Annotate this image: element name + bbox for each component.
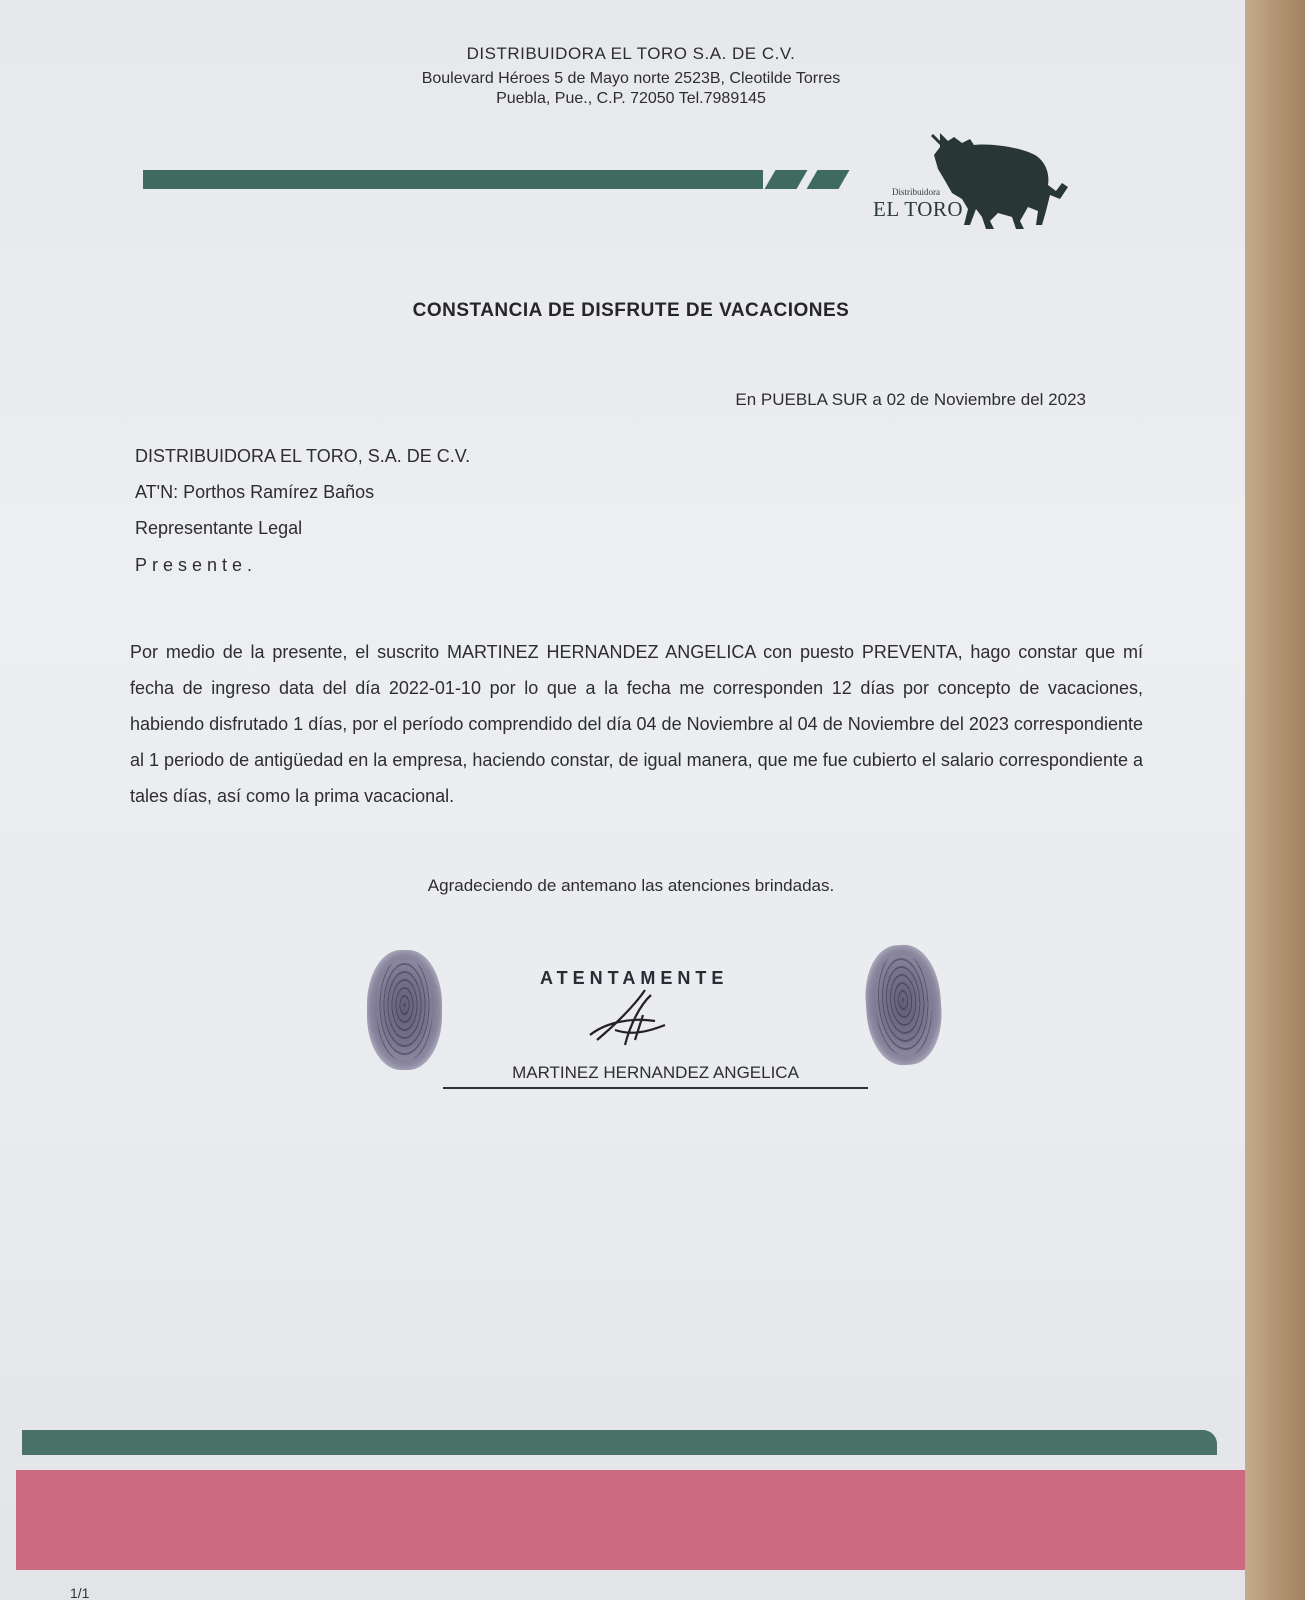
- recipient-attn: AT'N: Porthos Ramírez Baños: [135, 482, 375, 502]
- header-bar-chevron: [807, 170, 850, 189]
- left-fingerprint: [367, 950, 442, 1070]
- thanks-line: Agradeciendo de antemano las atenciones brindadas.: [427, 876, 835, 895]
- recipient-presente: Presente.: [135, 555, 258, 575]
- recipient-role: Representante Legal: [135, 518, 303, 538]
- body-paragraph: Por medio de la presente, el suscrito MARTINEZ HERNANDEZ ANGELICA con puesto PREVENTA, hago constar que mí fecha de ingreso data del día 2022-01-10 por lo que a la fecha me corresponden 12 días por concepto de vacaciones, habiendo disfrutado 1 días, por el período comprendido del día 04 de Noviembre al 04 de Noviembre del 2023 correspondiente al 1 periodo de antigüedad en la empresa, haciendo constar, de igual manera, que me fue cubierto el salario correspondiente a tales días, así como la prima vacacional.: [130, 642, 1143, 806]
- logo-small-text: Distribuidora: [892, 187, 940, 197]
- footer-pink-band: [16, 1470, 1262, 1570]
- logo-name: EL TORO: [873, 197, 964, 221]
- background-surface: [1245, 0, 1305, 1600]
- signer-name: MARTINEZ HERNANDEZ ANGELICA: [512, 1063, 799, 1082]
- header-green-bar: [143, 170, 763, 189]
- page-number: 1/1: [70, 1585, 90, 1600]
- document-title: CONSTANCIA DE DISFRUTE DE VACACIONES: [412, 300, 850, 321]
- footer-green-band: [22, 1430, 1217, 1455]
- recipient-company: DISTRIBUIDORA EL TORO, S.A. DE C.V.: [135, 446, 471, 466]
- signature-mark: [585, 985, 685, 1055]
- right-fingerprint: [862, 943, 945, 1068]
- date-line: En PUEBLA SUR a 02 de Noviembre del 2023: [735, 390, 1086, 409]
- header-address-line2: Puebla, Pue., C.P. 72050 Tel.7989145: [496, 90, 766, 107]
- signature-line: [443, 1087, 868, 1089]
- header-bar-chevron: [765, 170, 808, 189]
- header-company: DISTRIBUIDORA EL TORO S.A. DE C.V.: [466, 44, 796, 63]
- closing-atentamente: ATENTAMENTE: [540, 968, 729, 988]
- header-address-line1: Boulevard Héroes 5 de Mayo norte 2523B, Cleotilde Torres: [421, 70, 841, 87]
- company-logo: [870, 125, 1090, 235]
